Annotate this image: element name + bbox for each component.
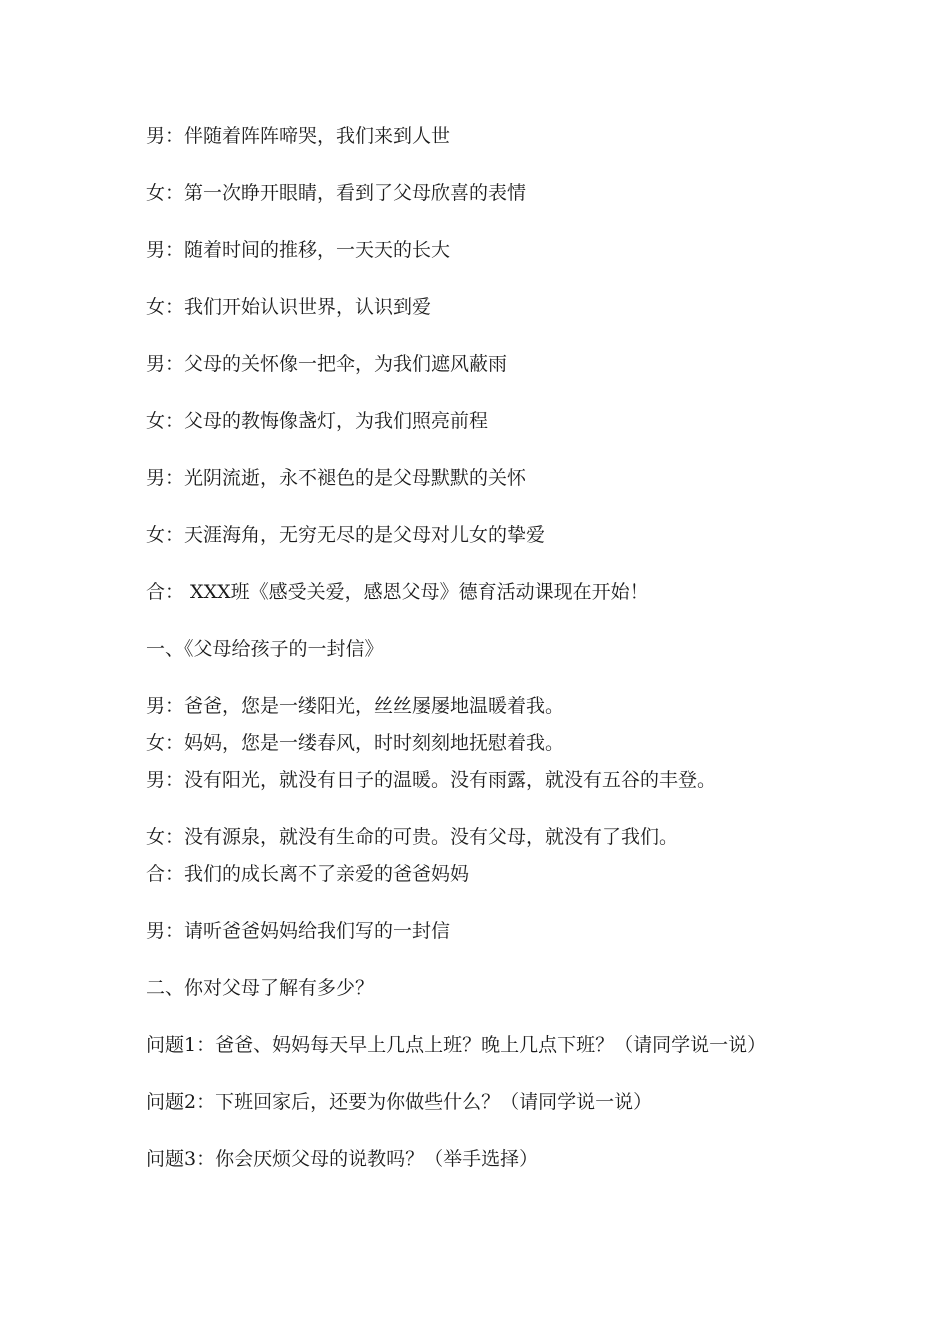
question-1: 问题1：爸爸、妈妈每天早上几点上班？晚上几点下班？（请同学说一说） (146, 1034, 767, 1056)
dialogue-line: 合：我们的成长离不了亲爱的爸爸妈妈 (146, 863, 470, 885)
dialogue-line: 女：第一次睁开眼睛，看到了父母欣喜的表情 (146, 182, 527, 204)
dialogue-line: 女：没有源泉，就没有生命的可贵。没有父母，就没有了我们。 (146, 826, 679, 848)
dialogue-line: 男：请听爸爸妈妈给我们写的一封信 (146, 920, 451, 942)
dialogue-line: 女：我们开始认识世界，认识到爱 (146, 296, 432, 318)
dialogue-line: 男：光阴流逝，永不褪色的是父母默默的关怀 (146, 467, 527, 489)
dialogue-line: 女：妈妈，您是一缕春风，时时刻刻地抚慰着我。 (146, 732, 565, 754)
dialogue-line: 女：父母的教悔像盏灯，为我们照亮前程 (146, 410, 489, 432)
opening-announcement: 合： XXX班《感受关爱，感恩父母》德育活动课现在开始！ (146, 581, 649, 603)
section-heading-2: 二、你对父母了解有多少？ (146, 977, 375, 999)
dialogue-line: 男：随着时间的推移，一天天的长大 (146, 239, 451, 261)
dialogue-line: 男：伴随着阵阵啼哭，我们来到人世 (146, 125, 451, 147)
dialogue-line: 男：父母的关怀像一把伞，为我们遮风蔽雨 (146, 353, 508, 375)
question-2: 问题2：下班回家后，还要为你做些什么？（请同学说一说） (146, 1091, 653, 1113)
dialogue-line: 男：爸爸，您是一缕阳光，丝丝屡屡地温暖着我。 (146, 695, 565, 717)
section-heading-1: 一、《父母给孩子的一封信》 (146, 638, 384, 660)
dialogue-line: 男：没有阳光，就没有日子的温暖。没有雨露，就没有五谷的丰登。 (146, 769, 717, 791)
dialogue-line: 女：天涯海角，无穷无尽的是父母对儿女的挚爱 (146, 524, 546, 546)
question-3: 问题3：你会厌烦父母的说教吗？（举手选择） (146, 1148, 539, 1170)
